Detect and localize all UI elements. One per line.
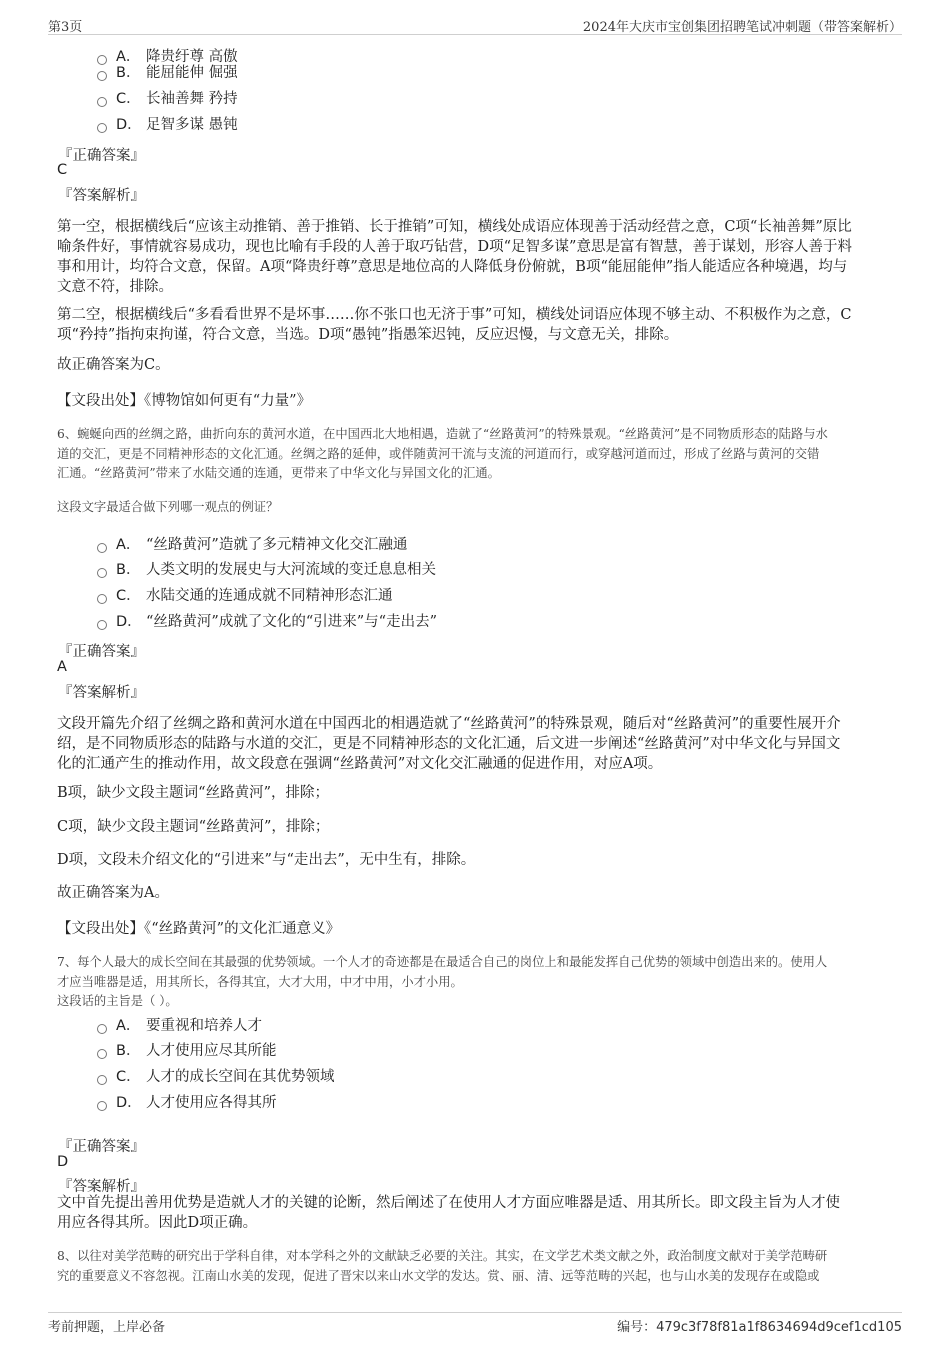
q6-conclusion: 故正确答案为A。 <box>57 885 169 901</box>
q6-correct-label: 『正确答案』 <box>58 644 145 660</box>
q7-option-b[interactable]: B． 人才使用应尽其所能 <box>97 1041 277 1061</box>
q7-analysis-label: 『答案解析』 <box>58 1179 145 1195</box>
q8-stem: 8、以往对美学范畴的研究出于学科自律，对本学科之外的文献缺乏必要的关注。其实，在文学艺术类文献之外，政治制度文献对于美学范畴研 究的重要意义不容忽视。江南山水美的发现，促进了晋宋以来山水文学的发达。赏、丽、清、远等范畴的兴起，也与山水美的发现存在或隐或 <box>57 1249 828 1283</box>
q6-option-c[interactable]: C． 水陆交通的连通成就不同精神形态汇通 <box>97 586 393 606</box>
radio-icon[interactable] <box>97 594 107 604</box>
radio-icon[interactable] <box>97 568 107 578</box>
q5-analysis-paragraph: 第二空，根据横线后“多看看世界不是坏事……你不张口也无济于事”可知，横线处词语应体现不够主动、不积极作为之意，C 项“矜持”指拘束拘谨，符合文意，当选。D项“愚钝”指愚笨迟钝，反应迟慢，与文意无关，排除。 <box>57 307 852 343</box>
q5-analysis-paragraph: 第一空，根据横线后“应该主动推销、善于推销、长于推销”可知，横线处成语应体现善于活动经营之意，C项“长袖善舞”原比 喻条件好，事情就容易成功，现也比喻有手段的人善于取巧钻营，D项“足智多谋”意思是富有智慧，善于谋划，形容人善于料 事和用计，均符合文意，保留。A项“降贵纡尊”意思是地位高的人降低身份俯就，B项“能屈能伸”指人能适应各种境遇，均与 文意不符，排除。 <box>57 219 852 295</box>
radio-icon[interactable] <box>97 71 107 81</box>
radio-icon[interactable] <box>97 1101 107 1111</box>
q6-answer: A <box>57 659 67 675</box>
q7-option-d[interactable]: D． 人才使用应各得其所 <box>97 1093 277 1113</box>
document-title: 2024年大庆市宝创集团招聘笔试冲刺题（带答案解析） <box>582 20 902 35</box>
q6-stem: 6、蜿蜒向西的丝绸之路，曲折向东的黄河水道，在中国西北大地相遇，造就了“丝路黄河”的特殊景观。“丝路黄河”是不同物质形态的陆路与水 道的交汇，更是不同精神形态的文化汇通。丝绸之路的延伸，或伴随黄河干流与支流的河道而行，或穿越河道而过，形成了丝路与黄河的交错 汇通。“丝路黄河”带来了水陆交通的连通，更带来了中华文化与异国文化的汇通。 <box>57 427 828 480</box>
q6-analysis-c: C项，缺少文段主题词“丝路黄河”，排除； <box>57 819 330 835</box>
radio-icon[interactable] <box>97 620 107 630</box>
q7-correct-label: 『正确答案』 <box>58 1139 145 1155</box>
q5-source: 【文段出处】《博物馆如何更有“力量”》 <box>57 393 312 409</box>
page-footer <box>48 1312 902 1333</box>
q7-answer: D <box>57 1154 69 1170</box>
q7-option-a[interactable]: A． 要重视和培养人才 <box>97 1016 262 1036</box>
radio-icon[interactable] <box>97 1075 107 1085</box>
q5-correct-label: 『正确答案』 <box>58 148 145 164</box>
q6-option-b[interactable]: B． 人类文明的发展史与大河流域的变迁息息相关 <box>97 560 436 580</box>
q6-question: 这段文字最适合做下列哪一观点的例证？ <box>57 500 279 514</box>
radio-icon[interactable] <box>97 1049 107 1059</box>
q6-option-a[interactable]: A． “丝路黄河”造就了多元精神文化交汇融通 <box>97 535 407 555</box>
q6-analysis-label: 『答案解析』 <box>58 685 145 701</box>
page-header <box>48 14 902 35</box>
q5-option-a[interactable]: A． 降贵纡尊 高傲 <box>97 47 238 67</box>
radio-icon[interactable] <box>97 1024 107 1034</box>
q5-conclusion: 故正确答案为C。 <box>57 357 170 373</box>
q5-analysis-label: 『答案解析』 <box>58 188 145 204</box>
radio-icon[interactable] <box>97 97 107 107</box>
q5-option-b[interactable]: B． 能屈能伸 倔强 <box>97 63 238 83</box>
page-number: 第3页 <box>48 20 83 35</box>
q7-option-c[interactable]: C． 人才的成长空间在其优势领域 <box>97 1067 335 1087</box>
q5-option-d[interactable]: D． 足智多谋 愚钝 <box>97 115 238 135</box>
q6-analysis-d: D项，文段未介绍文化的“引进来”与“走出去”，无中生有，排除。 <box>57 852 476 868</box>
q7-stem: 7、每个人最大的成长空间在其最强的优势领域。一个人才的奇迹都是在最适合自己的岗位上和最能发挥自己优势的领域中创造出来的。使用人 才应当唯器是适，用其所长，各得其宜，大才大用，中才中用，小才小用。 这段话的主旨是（ ）。 <box>57 955 828 1008</box>
q6-analysis-b: B项，缺少文段主题词“丝路黄河”，排除； <box>57 785 329 801</box>
q5-answer: C <box>57 162 68 178</box>
q6-source: 【文段出处】《“丝路黄河”的文化汇通意义》 <box>57 921 341 937</box>
radio-icon[interactable] <box>97 123 107 133</box>
footer-slogan: 考前押题，上岸必备 <box>48 1320 166 1335</box>
q7-analysis-paragraph: 文中首先提出善用优势是造就人才的关键的论断，然后阐述了在使用人才方面应唯器是适、用其所长。即文段主旨为人才使 用应各得其所。因此D项正确。 <box>57 1195 840 1231</box>
q6-analysis-paragraph: 文段开篇先介绍了丝绸之路和黄河水道在中国西北的相遇造就了“丝路黄河”的特殊景观，随后对“丝路黄河”的重要性展开介 绍，是不同物质形态的陆路与水道的交汇，更是不同精神形态的文化汇通，后文进一步阐述“丝路黄河”对中华文化与异国文 化的汇通产生的推动作用，故文段意在强调“丝路黄河”对文化交汇融通的促进作用，对应A项。 <box>57 716 841 772</box>
document-code: 编号：479c3f78f81a1f8634694d9cef1cd105 <box>617 1320 902 1335</box>
q5-option-c[interactable]: C． 长袖善舞 矜持 <box>97 89 238 109</box>
q6-option-d[interactable]: D． “丝路黄河”成就了文化的“引进来”与“走出去” <box>97 612 437 632</box>
radio-icon[interactable] <box>97 543 107 553</box>
